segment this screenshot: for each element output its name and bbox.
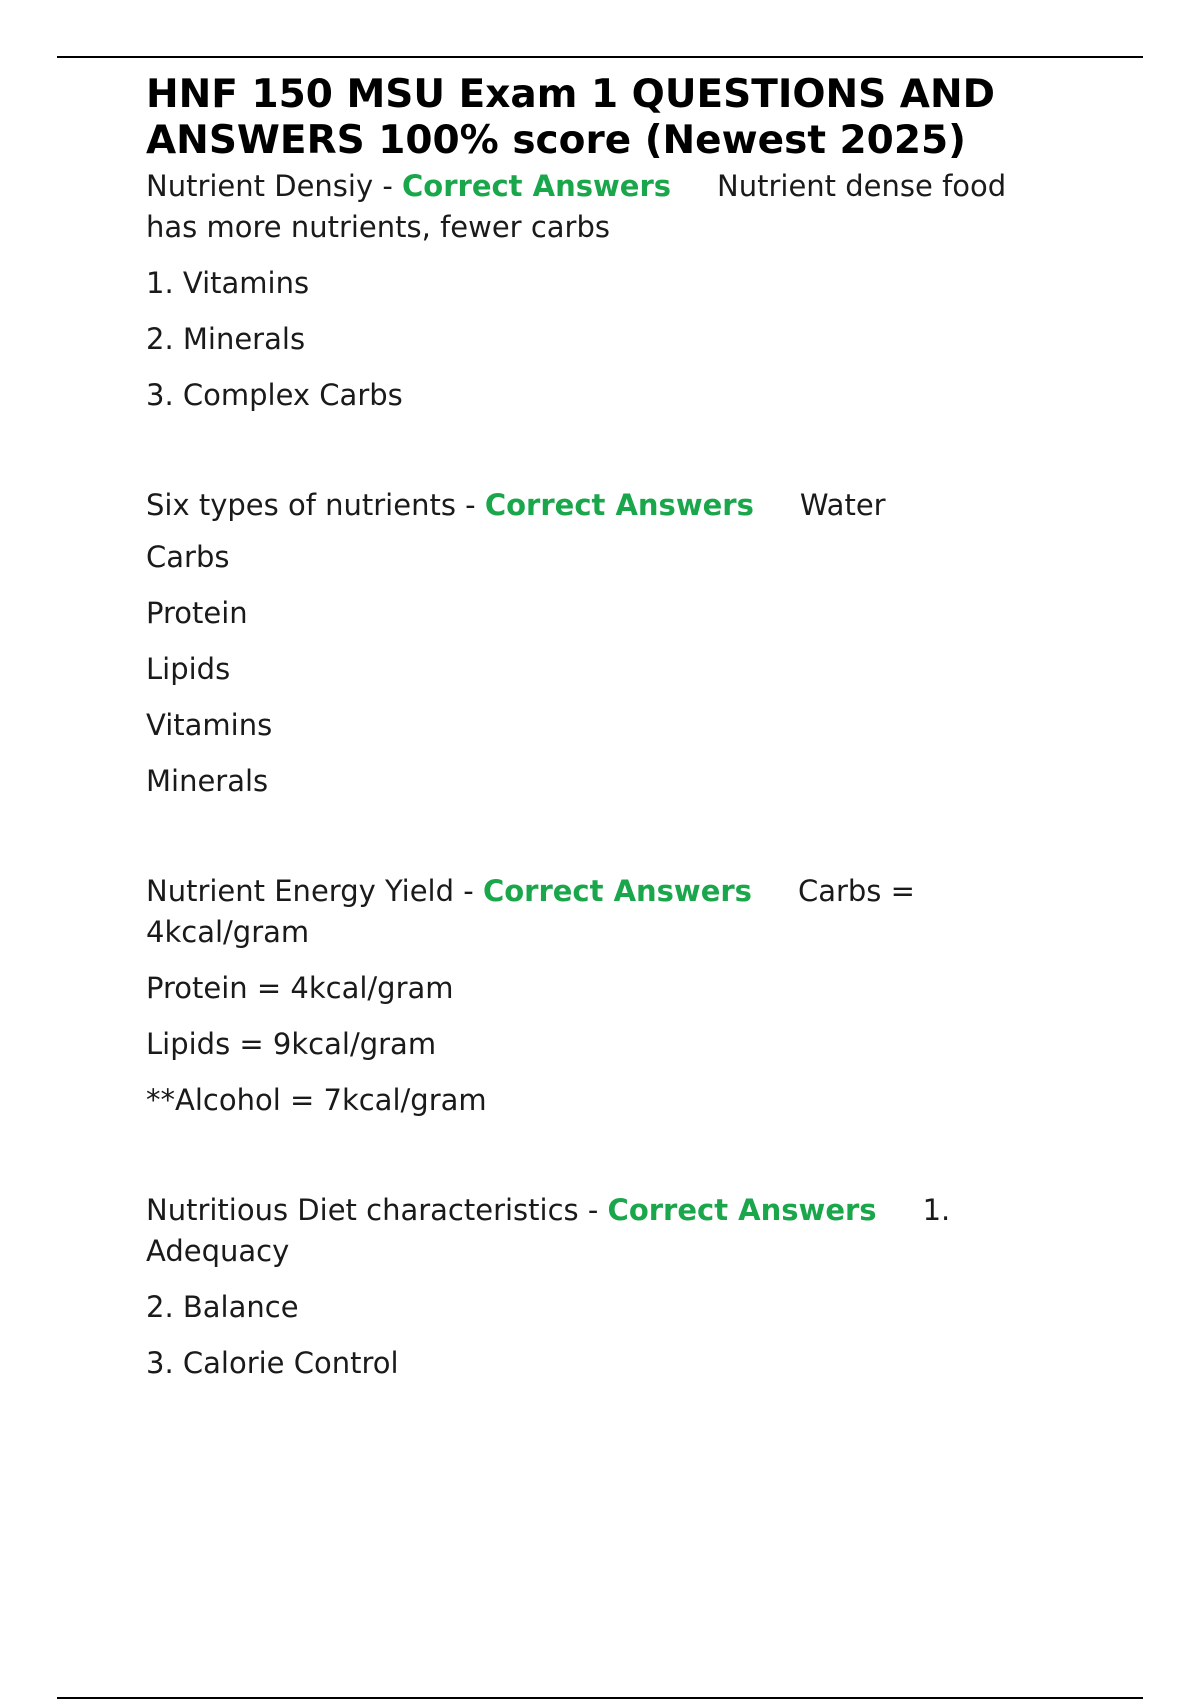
qa-section-diet-characteristics: [146, 1190, 1066, 1384]
list-item: 3. Calorie Control: [146, 1346, 399, 1380]
list-item: Carbs: [146, 540, 230, 574]
list-item: Protein: [146, 596, 248, 630]
bottom-rule: [57, 1697, 1143, 1699]
question-line: [146, 871, 1066, 953]
list-item: Lipids = 9kcal/gram: [146, 1027, 437, 1061]
list-item: 2. Minerals: [146, 322, 306, 356]
question-text: Six types of nutrients -: [146, 488, 485, 522]
correct-answers-label: Correct Answers: [402, 169, 672, 203]
list-item: Lipids: [146, 652, 231, 686]
question-text: Nutrient Energy Yield -: [146, 874, 483, 908]
qa-section-six-nutrients: [146, 485, 1066, 802]
list-item: Protein = 4kcal/gram: [146, 971, 454, 1005]
correct-answers-label: Correct Answers: [482, 874, 752, 908]
list-item: 2. Balance: [146, 1290, 299, 1324]
answer-text: Carbs = 4kcal/gram: [146, 874, 915, 949]
answer-text: Nutrient dense food has more nutrients, fewer carbs: [146, 169, 1007, 244]
qa-section-energy-yield: [146, 871, 1066, 1121]
question-text: Nutritious Diet characteristics -: [146, 1193, 608, 1227]
correct-answers-label: Correct Answers: [484, 488, 754, 522]
answer-text: 1. Adequacy: [146, 1193, 951, 1268]
qa-section-nutrient-density: [146, 166, 1066, 416]
correct-answers-label: Correct Answers: [607, 1193, 877, 1227]
list-item: Minerals: [146, 764, 269, 798]
document-title: HNF 150 MSU Exam 1 QUESTIONS AND ANSWERS 100% score (Newest 2025): [146, 72, 995, 163]
question-text: Nutrient Densiy -: [146, 169, 403, 203]
document-body: [146, 72, 1066, 1384]
list-item: 3. Complex Carbs: [146, 378, 403, 412]
question-line: [146, 166, 1066, 248]
list-item: **Alcohol = 7kcal/gram: [146, 1083, 487, 1117]
top-rule: [57, 56, 1143, 58]
list-item: 1. Vitamins: [146, 266, 310, 300]
list-item: Vitamins: [146, 708, 273, 742]
question-line: [146, 1190, 1066, 1272]
answer-text: Water: [799, 488, 886, 522]
question-line: [146, 485, 1066, 526]
